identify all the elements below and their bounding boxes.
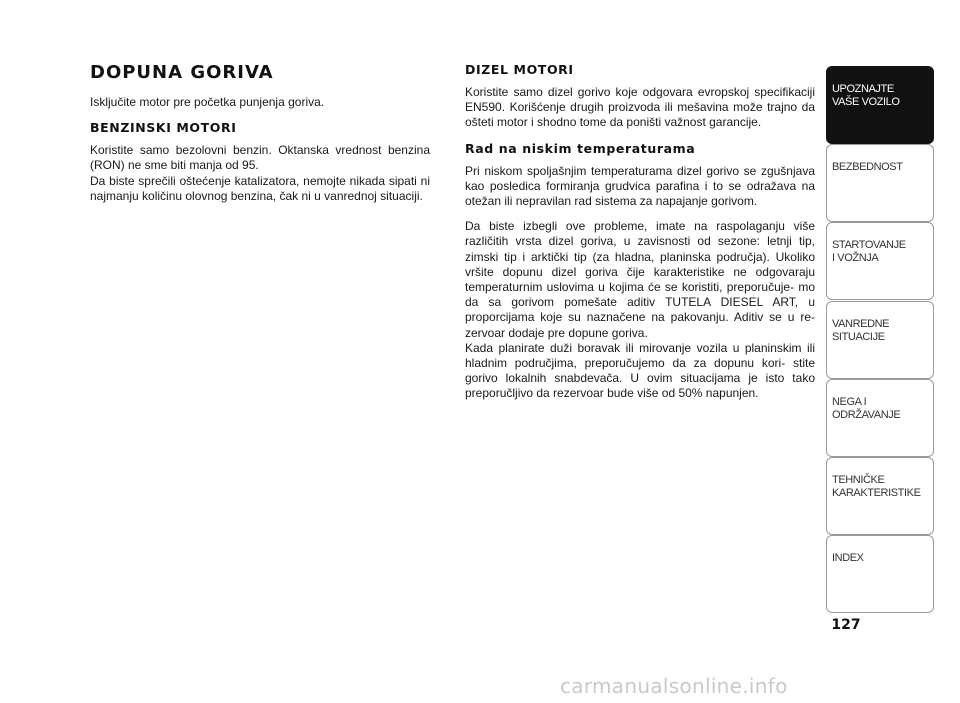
- petrol-paragraph-1: Koristite samo bezolovni benzin. Oktanska vrednost benzina (RON) ne sme biti manja od 95.: [90, 143, 430, 173]
- tab-bezbednost[interactable]: BEZBEDNOST: [826, 144, 934, 222]
- watermark: carmanualsonline.info: [560, 674, 788, 698]
- intro-paragraph: Isključite motor pre početka punjenja goriva.: [90, 95, 325, 109]
- petrol-heading: BENZINSKI MOTORI: [90, 120, 237, 136]
- chapter-tabs: [826, 66, 934, 613]
- right-column: [465, 62, 815, 412]
- low-temp-heading: Rad na niskim temperaturama: [465, 140, 696, 156]
- section-title: DOPUNA GORIVA: [90, 62, 274, 83]
- low-temp-paragraph-3: Kada planirate duži boravak ili mirovanje vozila u planinskim ili hladnim područjima, preporučujemo da za dopunu kori- stite gorivo lokalnih snabdevača. U ovim situacijama je isto tako preporučljivo da rezervoar bude više od 50% napunjen.: [465, 340, 815, 401]
- low-temp-paragraph-1: Pri niskom spoljašnjim temperaturama dizel gorivo se zgušnjava kao posledica formiranja grudvica parafina i to se odražava na otežan ili nepravilan rad sistema za napajanje gorivom.: [465, 163, 815, 209]
- petrol-paragraph-2: Da biste sprečili oštećenje katalizatora, nemojte nikada sipati ni najmanju količinu olovnog benzina, čak ni u vanrednoj situaciji.: [90, 173, 430, 203]
- left-column: [90, 62, 430, 214]
- tab-upoznajte-vase-vozilo[interactable]: UPOZNAJTE VAŠE VOZILO: [826, 66, 934, 144]
- tab-index[interactable]: INDEX: [826, 535, 934, 613]
- diesel-heading: DIZEL MOTORI: [465, 62, 574, 77]
- tab-tehnicke-karakteristike[interactable]: TEHNIČKE KARAKTERISTIKE: [826, 457, 934, 535]
- diesel-paragraph: Koristite samo dizel gorivo koje odgovara evropskoj specifikaciji EN590. Korišćenje drugih proizvoda ili mešavina može trajno da ošteti motor i shodno tome da poništi važnost garancije.: [465, 85, 815, 130]
- tab-vanredne-situacije[interactable]: VANREDNE SITUACIJE: [826, 301, 934, 379]
- low-temp-paragraph-2: Da biste izbegli ove probleme, imate na raspolaganju više različitih vrsta dizel goriva, u zavisnosti od sezone: letnji tip, zimski tip i arktički tip (za hladna, planinska područja). Ukoliko vršite dopunu dizel goriva čije karakteristike ne odgovaraju temperaturnim uslovima u kojima će se koristiti, preporučuje- mo da sa gorivom pomešate aditiv TUTELA DIESEL ART, u proporcijama koje su naznačene na pakovanju. Aditiv se u re- zervoar dodaje pre dopune goriva.: [465, 219, 815, 340]
- tab-nega-i-odrzavanje[interactable]: NEGA I ODRŽAVANJE: [826, 379, 934, 457]
- page-number: 127: [831, 617, 861, 633]
- tab-startovanje-i-voznja[interactable]: STARTOVANJE I VOŽNJA: [826, 222, 934, 300]
